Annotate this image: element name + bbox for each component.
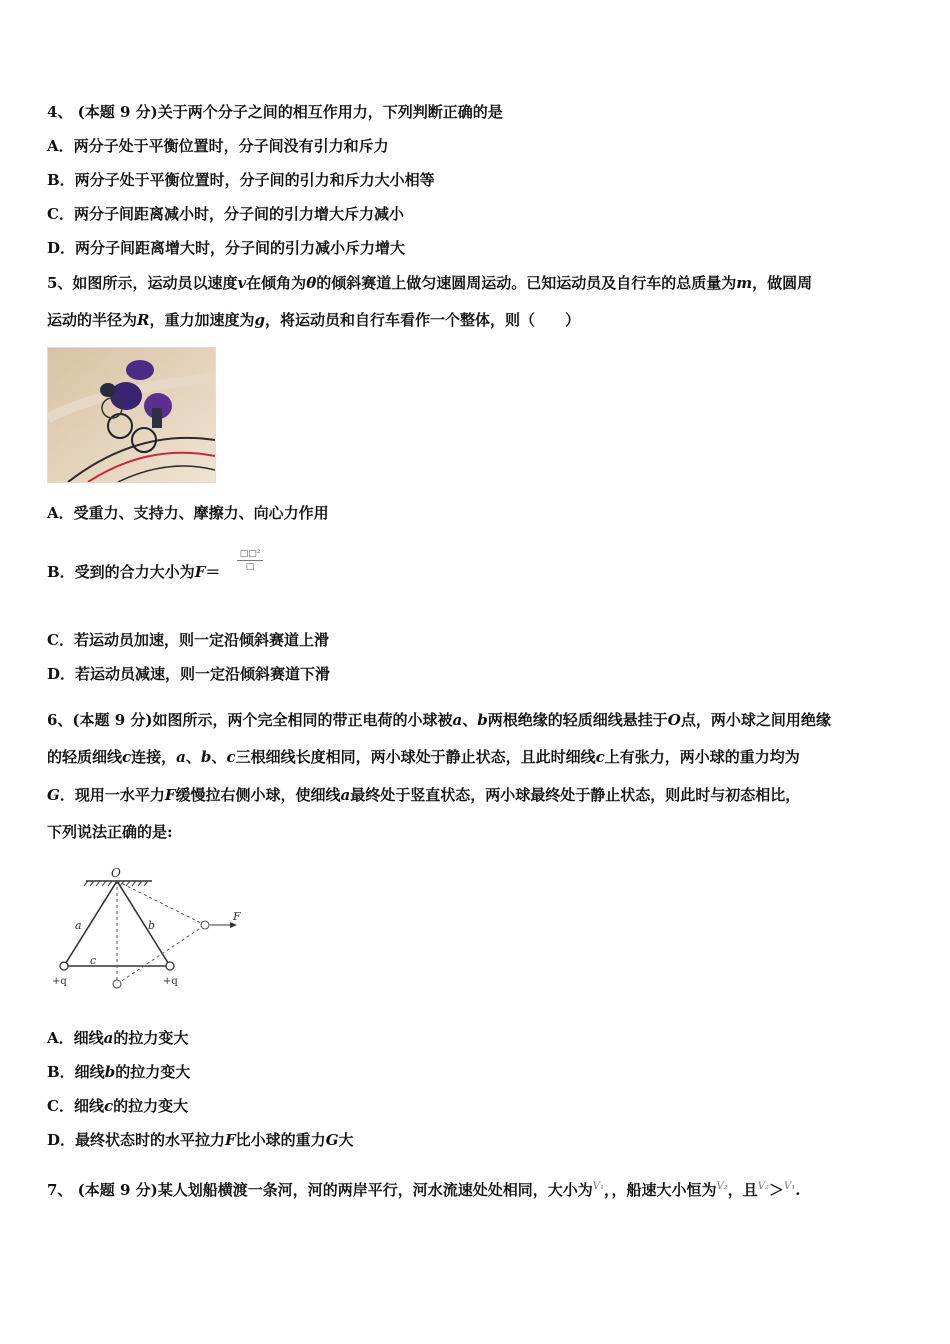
q4-stem: 4、 (本题 9 分)关于两个分子之间的相互作用力，下列判断正确的是 bbox=[47, 103, 503, 121]
q4-option-b[interactable]: B．两分子处于平衡位置时，分子间的引力和斥力大小相等 bbox=[47, 171, 435, 189]
label-O: O bbox=[111, 866, 121, 880]
q5-option-a[interactable]: A．受重力、支持力、摩擦力、向心力作用 bbox=[47, 504, 329, 522]
fraction-denominator: □ bbox=[245, 562, 255, 572]
q4-option-d[interactable]: D．两分子间距离增大时，分子间的引力减小斥力增大 bbox=[47, 239, 406, 257]
label-F: F bbox=[233, 910, 241, 923]
v2-symbol-compare: V₂ bbox=[757, 1181, 769, 1192]
label-q-right: +q bbox=[163, 976, 178, 987]
q6-option-a[interactable]: A．细线a的拉力变大 bbox=[47, 1029, 189, 1047]
q6-stem-line1: 6、(本题 9 分)如图所示，两个完全相同的带正电荷的小球被a、b两根绝缘的轻质细线悬挂于O点，两小球之间用绝缘 bbox=[47, 711, 831, 729]
q6-stem-line4: 下列说法正确的是: bbox=[47, 823, 173, 841]
q7-stem: 7、 (本题 9 分)某人划船横渡一条河，河的两岸平行，河水流速处处相同，大小为$^{V_1}$，，船速大小恒为$^{V_2}$，且$^{V_2}$＞$^{V_1}$. bbox=[47, 1181, 801, 1199]
v2-symbol: V₂ bbox=[716, 1181, 728, 1192]
fraction-numerator: □□² bbox=[239, 549, 261, 559]
q4-option-c[interactable]: C．两分子间距离减小时，分子间的引力增大斥力减小 bbox=[47, 205, 404, 223]
label-a: a bbox=[75, 919, 82, 932]
q6-stem-line2: 的轻质细线c连接，a、b、c三根细线长度相同，两小球处于静止状态，且此时细线c上有张力，两小球的重力均为 bbox=[47, 748, 800, 766]
q4-option-a[interactable]: A．两分子处于平衡位置时，分子间没有引力和斥力 bbox=[47, 137, 389, 155]
label-q-left: +q bbox=[52, 976, 67, 987]
force-diagram bbox=[50, 866, 250, 991]
q6-option-b[interactable]: B．细线b的拉力变大 bbox=[47, 1063, 191, 1081]
q6-stem-line3: G．现用一水平力F缓慢拉右侧小球，使细线a最终处于竖直状态，两小球最终处于静止状态，则此时与初态相比， bbox=[47, 786, 801, 804]
q6-option-d[interactable]: D．最终状态时的水平拉力F比小球的重力G大 bbox=[47, 1131, 354, 1149]
q5-stem-line2: 运动的半径为R，重力加速度为g，将运动员和自行车看作一个整体，则（ ） bbox=[47, 311, 581, 329]
cycling-photo bbox=[47, 347, 216, 483]
q5-option-c[interactable]: C．若运动员加速，则一定沿倾斜赛道上滑 bbox=[47, 631, 329, 649]
q6-option-c[interactable]: C．细线c的拉力变大 bbox=[47, 1097, 189, 1115]
q5-formula-fraction bbox=[237, 548, 263, 573]
q5-option-b[interactable]: B．受到的合力大小为F＝ bbox=[47, 563, 221, 581]
v1-symbol: V₁ bbox=[592, 1181, 604, 1192]
q5-option-d[interactable]: D．若运动员减速，则一定沿倾斜赛道下滑 bbox=[47, 665, 331, 683]
label-c: c bbox=[90, 954, 97, 967]
q5-stem-line1: 5、如图所示，运动员以速度v在倾角为θ的倾斜赛道上做匀速圆周运动。已知运动员及自行车的总质量为m，做圆周 bbox=[47, 274, 813, 292]
label-b: b bbox=[148, 919, 156, 932]
v1-symbol-compare: V₁ bbox=[784, 1181, 796, 1192]
